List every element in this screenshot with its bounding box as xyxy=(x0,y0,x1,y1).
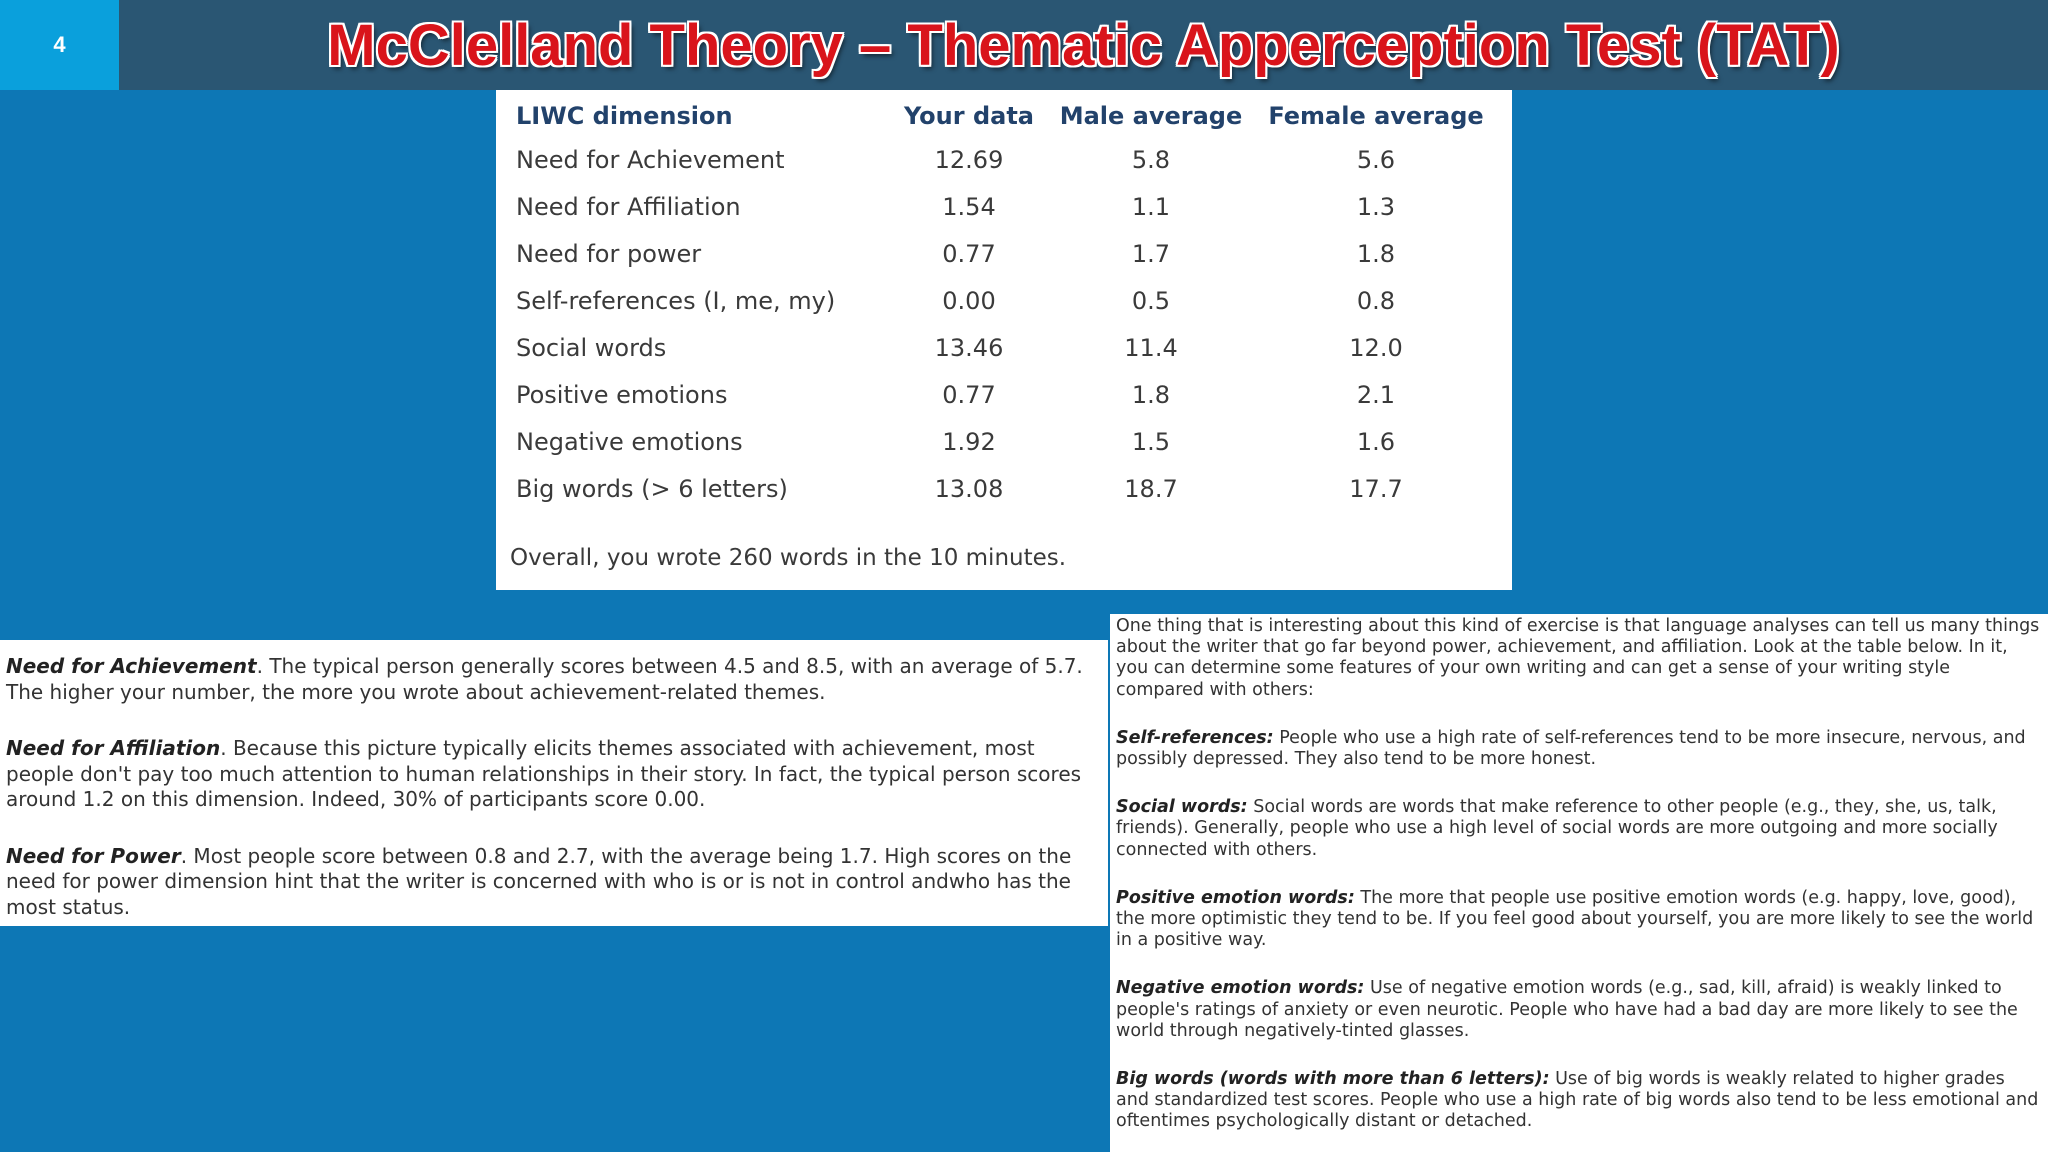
achievement-paragraph xyxy=(6,654,1102,705)
female-average-cell: 5.6 xyxy=(1356,145,1396,174)
social-words-term: Social words: xyxy=(1116,797,1248,818)
column-header: Your data xyxy=(904,102,1034,130)
liwc-table xyxy=(512,96,1496,512)
negative-emotion-term: Negative emotion words: xyxy=(1116,978,1365,999)
male-average-cell: 18.7 xyxy=(1124,474,1178,503)
self-references-paragraph xyxy=(1116,728,2040,770)
male-average-cell: 5.8 xyxy=(1131,145,1171,174)
language-analysis-explanation xyxy=(1110,614,2048,1152)
your-data-cell: 0.77 xyxy=(942,239,996,268)
big-words-term: Big words (words with more than 6 letters): xyxy=(1116,1069,1550,1090)
overall-word-count: Overall, you wrote 260 words in the 10 minutes. xyxy=(510,545,1067,571)
table-row xyxy=(512,183,1496,230)
table-row xyxy=(512,230,1496,277)
table-row xyxy=(512,418,1496,465)
social-words-paragraph xyxy=(1116,797,2040,861)
dimension-cell: Need for Achievement xyxy=(516,145,785,174)
table-row xyxy=(512,324,1496,371)
self-references-term: Self-references: xyxy=(1116,727,1274,748)
big-words-text: Use of big words is weakly related to higher grades and standardized test scores. People who use a high rate of big words also tend to be less emotional and oftentimes psychologically distant or detached. xyxy=(1116,1069,2039,1132)
your-data-cell: 0.77 xyxy=(942,380,996,409)
male-average-cell: 0.5 xyxy=(1131,286,1171,315)
dimension-cell: Need for power xyxy=(516,239,702,268)
slide-number: 4 xyxy=(0,0,119,90)
male-average-cell: 11.4 xyxy=(1124,333,1178,362)
affiliation-text: . Because this picture typically elicits themes associated with achievement, most people don't pay too much attention to human relationships in their story. In fact, the typical person scores around 1.2 on this dimension. Indeed, 30% of participants score 0.00. xyxy=(6,736,1082,811)
your-data-cell: 13.46 xyxy=(934,333,1004,362)
male-average-cell: 1.8 xyxy=(1131,380,1171,409)
affiliation-term: Need for Affiliation xyxy=(6,736,221,760)
column-header: Female average xyxy=(1268,102,1484,130)
male-average-cell: 1.7 xyxy=(1131,239,1171,268)
table-row xyxy=(512,136,1496,183)
negative-emotion-text: Use of negative emotion words (e.g., sad, kill, afraid) is weakly linked to people's ratings of anxiety or even neurotic. People who have had a bad day are more likely to see the world through negatively-tinted glasses. xyxy=(1116,978,2018,1041)
need-scores-explanation xyxy=(0,640,1108,926)
male-average-cell: 1.1 xyxy=(1131,192,1171,221)
dimension-cell: Negative emotions xyxy=(516,427,743,456)
social-words-text: Social words are words that make reference to other people (e.g., they, she, us, talk, friends). Generally, people who use a high level of social words are more outgoing and more socially connected with others. xyxy=(1116,797,1998,860)
your-data-cell: 0.00 xyxy=(942,286,996,315)
female-average-cell: 1.6 xyxy=(1356,427,1396,456)
table-row xyxy=(512,371,1496,418)
liwc-table-panel xyxy=(496,90,1512,590)
dimension-cell: Big words (> 6 letters) xyxy=(516,474,788,503)
dimension-cell: Positive emotions xyxy=(516,380,728,409)
negative-emotion-paragraph xyxy=(1116,978,2040,1042)
table-row xyxy=(512,277,1496,324)
positive-emotion-paragraph xyxy=(1116,888,2040,952)
positive-emotion-text: The more that people use positive emotion words (e.g. happy, love, good), the more optimistic they tend to be. If you feel good about yourself, you are more likely to see the world in a positive way. xyxy=(1116,887,2034,951)
table-header-row xyxy=(512,96,1496,136)
dimension-cell: Need for Affiliation xyxy=(516,192,741,221)
female-average-cell: 12.0 xyxy=(1349,333,1403,362)
big-words-paragraph xyxy=(1116,1069,2040,1133)
intro-paragraph: One thing that is interesting about this kind of exercise is that language analyses can tell us many things about the writer that go far beyond power, achievement, and affiliation. Look at the table below. In it, you can determine some features of your own writing and can get a sense of your writing style compared with others: xyxy=(1116,616,2040,700)
female-average-cell: 17.7 xyxy=(1349,474,1403,503)
female-average-cell: 1.3 xyxy=(1356,192,1396,221)
slide-title: McClelland Theory – Thematic Apperception Test (TAT) xyxy=(327,12,1840,78)
table-row xyxy=(512,465,1496,512)
male-average-cell: 1.5 xyxy=(1131,427,1171,456)
female-average-cell: 2.1 xyxy=(1356,380,1396,409)
column-header: Male average xyxy=(1059,102,1243,130)
your-data-cell: 1.92 xyxy=(942,427,996,456)
your-data-cell: 12.69 xyxy=(934,145,1004,174)
positive-emotion-term: Positive emotion words: xyxy=(1116,887,1355,908)
your-data-cell: 1.54 xyxy=(942,192,996,221)
affiliation-paragraph xyxy=(6,736,1102,813)
power-paragraph xyxy=(6,844,1102,921)
achievement-term: Need for Achievement xyxy=(6,654,257,678)
achievement-text: . The typical person generally scores between 4.5 and 8.5, with an average of 5.7. The higher your number, the more you wrote about achievement-related themes. xyxy=(6,654,1083,704)
dimension-cell: Social words xyxy=(516,333,667,362)
power-term: Need for Power xyxy=(6,843,181,868)
column-header: LIWC dimension xyxy=(516,102,733,130)
female-average-cell: 1.8 xyxy=(1356,239,1396,268)
dimension-cell: Self-references (I, me, my) xyxy=(516,286,836,315)
self-references-text: People who use a high rate of self-references tend to be more insecure, nervous, and possibly depressed. They also tend to be more honest. xyxy=(1116,727,2026,770)
power-text: . Most people score between 0.8 and 2.7, with the average being 1.7. High scores on the need for power dimension hint that the writer is concerned with who is or is not in control andwho has the most status. xyxy=(6,843,1072,919)
your-data-cell: 13.08 xyxy=(934,474,1004,503)
female-average-cell: 0.8 xyxy=(1356,286,1396,315)
